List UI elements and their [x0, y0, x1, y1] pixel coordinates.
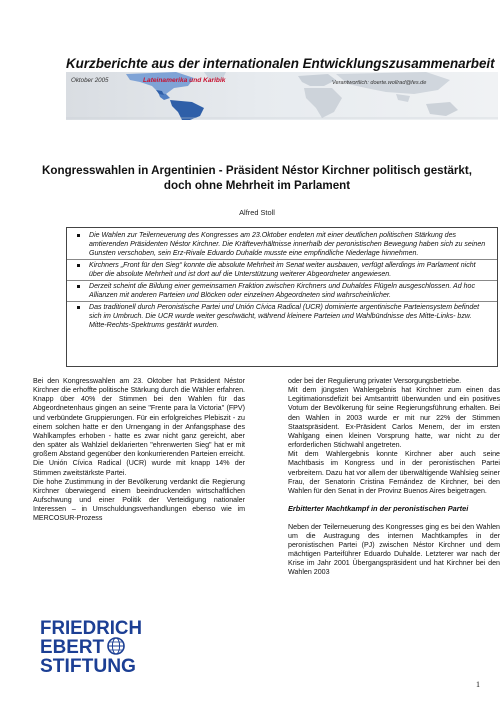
fes-logo: [40, 617, 190, 677]
body-paragraph: Mit dem Wahlergebnis konnte Kirchner aber auch seine Machtbasis im Kongress und in der peronistischen Partei verbreitern. Dazu hat vor allem der überwältigende Wahlsieg seiner Frau, der Senatorin Cristina Fernández de Kirchner, bei den Wahlen für den Senat in der Provinz Buenos Aires beigetragen.: [288, 450, 500, 495]
world-map-image: [66, 72, 498, 120]
body-paragraph: Neben der Teilerneuerung des Kongresses ging es bei den Wahlen um die Austragung des internen Machtkampfes in der peronistischen Partei (PJ) zwischen Néstor Kirchner und dem mächtigen Parteiführer Eduardo Duhalde. Letzterer war nach der Krise im Jahr 2001 Übergangspräsident und hat Kirchner bei den Wahlen 2003: [288, 522, 500, 577]
body-paragraph: Mit dem jüngsten Wahlergebnis hat Kirchner zum einen das Legitimationsdefizit bei Amtsantritt überwunden und ein positives Votum der Bevölkerung für seine Regierungsführung erhalten. Bei den Wahlen in 2003 wurde er mit nur 22% der Stimmen Staatspräsident. Ex-Präsident Carlos Menem, der im ersten Wahlgang einen kleinen Vorsprung hatte, war nicht zu der erforderlichen Stichwahl angetreten.: [288, 386, 500, 450]
responsible-contact: Verantwortlich: doerte.wollrad@fes.de: [332, 80, 427, 86]
body-paragraph: Die hohe Zustimmung in der Bevölkerung verdankt die Regierung Kirchner überwiegend einem beeindruckenden wirtschaftlichen Aufschwung und einer Politik der Verteidigung nationaler Interessen – in Umschuldungsverhandlungen ebenso wie im MERCOSUR-Prozess: [33, 477, 245, 523]
region-label: Lateinamerika und Karibik: [143, 77, 226, 84]
summary-box: [66, 227, 498, 367]
logo-line-1: FRIEDRICH: [40, 618, 142, 639]
summary-item: Das traditionell durch Peronistische Partei und Unión Cívica Radical (UCR) dominierte argentinische Parteiensystem befindet sich im Umbruch. Die UCR wurde weiter geschwächt, während kleinere Parteien und Wahlbündnisse des Mitte-Links- bzw. Mitte-Rechts-Spektrums gestärkt wurden.: [76, 303, 491, 330]
series-title: Kurzberichte aus der internationalen Entwicklungszusammenarbeit: [66, 56, 495, 71]
body-column-left: [33, 377, 245, 524]
logo-line-3: STIFTUNG: [40, 656, 136, 677]
body-column-right: [288, 377, 500, 577]
report-date: Oktober 2005: [71, 77, 109, 84]
body-paragraph: Bei den Kongresswahlen am 23. Oktober hat Präsident Néstor Kirchner die erhoffte politische Stärkung durch die Wähler erfahren. Knapp über 40% der Stimmen bei den Wahlen für das Abgeordnetenhaus gingen an seine "Frente para la Victoria" (FPV) und verbündete Gruppierungen. Für ein erfolgreiches Plebiszit - zu einem solchen hatte er den Urnengang in der Anfangsphase des Wahlkampfes erhoben - hatte es zwar nicht ganz gereicht, aber den später als Wahlziel deklarierten "ehrenwerten Sieg" hat er mit großem Abstand gegenüber den konkurrierenden Parteien erreicht. Die Unión Cívica Radical (UCR) wurde mit knapp 14% der Stimmen zweitstärkste Partei.: [33, 377, 245, 477]
summary-item: Die Wahlen zur Teilerneuerung des Kongresses am 23.Oktober endeten mit einer deutlichen politischen Stärkung des amtierenden Präsidenten Néstor Kirchner. Die Kräfteverhältnisse innerhalb der peronistischen Bewegung haben sich zu seinen Gunsten verschoben, sein Erz-Rivale Eduardo Duhalde musste eine empfindliche Niederlage hinnehmen.: [76, 231, 491, 258]
section-heading: Erbitterter Machtkampf in der peronistischen Partei: [288, 504, 469, 514]
logo-line-2: EBERT: [40, 637, 105, 658]
summary-item: Kirchners „Front für den Sieg“ konnte die absolute Mehrheit im Senat weiter ausbauen, verfügt allerdings im Parlament nicht über die absolute Mehrheit und ist dort auf die Unterstützung weiterer Abgeordneter angewiesen.: [76, 261, 491, 279]
summary-list: [76, 231, 491, 330]
globe-icon: [108, 638, 124, 654]
article-title: Kongresswahlen in Argentinien - Präsident Néstor Kirchner politisch gestärkt, doch ohne Mehrheit im Parlament: [42, 164, 472, 192]
page-number: 1: [476, 680, 480, 689]
body-paragraph: oder bei der Regulierung privater Versorgungsbetriebe.: [288, 377, 462, 385]
article-author: Alfred Stoll: [239, 208, 275, 217]
summary-item: Derzeit scheint die Bildung einer gemeinsamen Fraktion zwischen Kirchners und Duhaldes Flügeln ausgeschlossen. Ad hoc Allianzen mit anderen Parteien und Blöcken oder einzelnen Abgeordneten sind wahrscheinlicher.: [76, 282, 491, 300]
header-banner: [66, 72, 498, 120]
